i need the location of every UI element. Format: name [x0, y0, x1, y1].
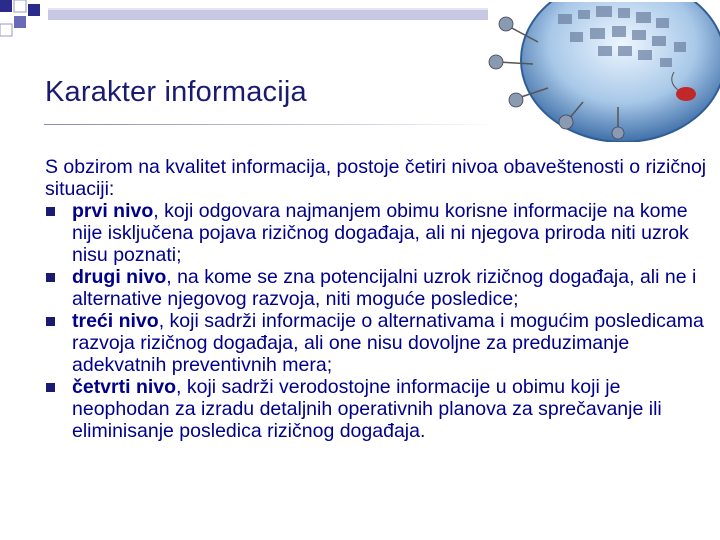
slide-title: Karakter informacija: [45, 76, 307, 108]
level-label: prvi nivo: [72, 200, 154, 222]
list-item: [45, 266, 715, 310]
slide-body: [45, 156, 715, 442]
list-item: [45, 200, 715, 266]
level-label: treći nivo: [72, 310, 159, 332]
list-item: [45, 376, 715, 442]
list-item: [45, 310, 715, 376]
level-description: , na kome se zna potencijalni uzrok rizičnog događaja, ali ne i alternative njegovog razvoja, niti moguće posledice;: [72, 266, 697, 310]
square-bullet-icon: [46, 207, 55, 216]
title-divider: [44, 124, 494, 125]
square-bullet-icon: [46, 317, 55, 326]
network-globe-icon: [478, 2, 720, 142]
level-description: , koji sadrži informacije o alternativama i mogućim posledicama razvoja rizičnog događaja, ali one nisu dovoljne za preduzimanje adekvatnih preventivnih mera;: [72, 310, 704, 376]
bullet-list: [45, 200, 715, 442]
square-bullet-icon: [46, 273, 55, 282]
level-label: četvrti nivo: [72, 376, 177, 398]
level-label: drugi nivo: [72, 266, 167, 288]
intro-text: S obzirom na kvalitet informacija, postoje četiri nivoa obaveštenosti o rizičnoj situaciji:: [45, 156, 707, 200]
level-description: , koji sadrži verodostojne informacije u obimu koji je neophodan za izradu detaljnih operativnih planova za sprečavanje ili eliminisanje posledica rizičnog događaja.: [72, 376, 662, 442]
level-description: , koji odgovara najmanjem obimu korisne informacije na kome nije isključena pojava rizičnog događaja, ali ni njegova priroda niti uzrok nisu poznati;: [72, 200, 689, 266]
square-bullet-icon: [46, 383, 55, 392]
